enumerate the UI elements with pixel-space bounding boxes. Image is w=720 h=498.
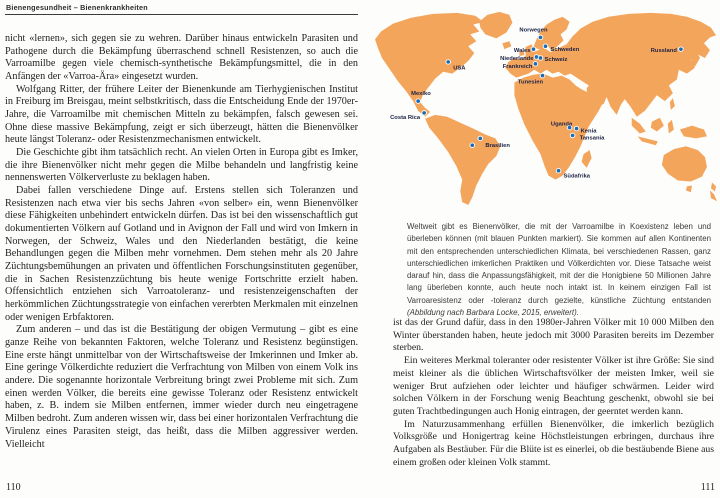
figure-credit: (Abbildung nach Barbara Locke, 2015, erweitert).: [407, 308, 579, 318]
map-dot-kenia: [574, 126, 579, 131]
map-label-schweiz: Schweiz: [544, 56, 568, 63]
island-new-guinea: [680, 126, 707, 139]
map-label-niederlande: Niederlande: [500, 55, 534, 62]
continent-australia: [662, 146, 707, 181]
map-dot-russland: [679, 47, 684, 52]
island-java: [638, 136, 658, 145]
paragraph: nicht «lernen», sich gegen sie zu wehren. Darüber hinaus entwickeln Parasiten und Pathogene durch die Bekämpfung überraschend schnell Resistenzen, so auch die Varroamilbe gegen viele chemisch-synthetische Bekämpfungsmittel, die in den Anfängen der «Varroa-Ära» eingesetzt wurden.: [5, 33, 358, 83]
left-page-body: [5, 33, 358, 451]
map-dot-wales: [531, 47, 536, 52]
continent-north-america: [375, 13, 483, 117]
islands-new-zealand: [710, 183, 717, 202]
map-label-südafrika: Südafrika: [563, 173, 591, 180]
island-madagascar: [582, 150, 592, 168]
map-dot-tansania: [570, 133, 575, 138]
map-label-wales: Wales: [513, 48, 531, 55]
map-label-usa: USA: [453, 65, 466, 72]
continent-south-america: [425, 115, 500, 205]
map-label-kenia: Kenia: [580, 128, 597, 135]
paragraph: Ein weiteres Merkmal toleranter oder resistenter Völker ist ihre Größe: Sie sind meist kleiner als die üblichen Wirtschaftsvölker der meisten Imker, weil sie weniger Brut aufziehen oder leichter und häufiger schwärmen. Leider wird solchen Völkern in der Forschung wenig Beachtung geschenkt, obwohl sie bei guten Trachtbedingungen auch Honig eintragen, der geerntet werden kann.: [393, 355, 714, 417]
world-map: [373, 6, 718, 208]
map-label-brasilien: Brasilien: [485, 143, 510, 150]
map-dot-südafrika: [556, 168, 561, 173]
island-tasmania: [686, 185, 692, 192]
paragraph: Im Naturzusammenhang erfüllen Bienenvölker, die imkerlich bezüglich Volksgröße und Honigertrag keine Höchstleistungen erbringen, durchaus ihre Aufgaben als Bestäuber. Für die Blüte ist es einerlei, ob die bestäubende Biene aus einem großen oder kleinen Volk stammt.: [393, 418, 714, 468]
map-dot-schweden: [543, 44, 548, 49]
map-label-costa-rica: Costa Rica: [390, 114, 421, 121]
islands-philippines: [670, 98, 675, 110]
map-label-tansania: Tansania: [579, 135, 605, 142]
map-dot-schweiz: [538, 56, 543, 61]
map-dot-tunesien: [540, 73, 545, 78]
island-sulawesi: [668, 120, 674, 134]
figure-caption: [407, 221, 711, 319]
paragraph: Zum anderen – und das ist die Bestätigung der obigen Vermutung – gibt es eine ganze Reihe von bekannten Faktoren, welche Toleranz und Resistenz begünstigen. Eine erste hängt unmittelbar von der Wirtschaftsweise der Imkerinnen und Imker ab. Eine geringe Völkerdichte reduziert die Verfrachtung von Milben von einem Volk ins andere. Die sogenannte horizontale Verbreitung bringt zwei Probleme mit sich. Zum einen werden Völker, die bereits eine gewisse Toleranz oder Resistenz entwickelt haben, z. B. indem sie Milben entfernen, immer wieder durch neu eingetragene Milben bedroht. Zum anderen wissen wir, dass bei einer horizontalen Verfrachtung die Virulenz eines Parasiten steigt, das heißt, dass die Milben aggressiver werden. Vielleicht: [5, 324, 358, 450]
page-number-left: 110: [6, 482, 21, 493]
paragraph: ist das der Grund dafür, dass in den 1980er-Jahren Völker mit 10 000 Milben den Winter überstanden haben, heute jedoch mit 3000 Parasiten bereits im Dezember sterben.: [393, 317, 714, 354]
island-sumatra: [632, 118, 646, 134]
figure-caption-text: Weltweit gibt es Bienenvölker, die mit der Varroamilbe in Koexistenz leben und überleben können (mit blauen Punkten markiert). Sie kommen auf allen Kontinenten mit den entsprechenden unterschiedlichen Klimata, bei verschiedenen Rassen, ganz unterschiedlichen imkerlichen Praktiken und Völkerdichten vor. Diese Tatsache weist darauf hin, dass die Anpassungsfähigkeit, mit der die Honigbiene 50 Millionen Jahre lang überleben konnte, auch heute noch intakt ist. In keinem einzigen Fall ist Varroaresistenz oder -toleranz durch gezielte, künstliche Züchtung entstanden: [407, 222, 711, 305]
map-dot-costa-rica: [422, 111, 427, 116]
map-dot-mexiko: [416, 99, 421, 104]
right-page-body: [393, 317, 714, 469]
map-label-russland: Russland: [650, 48, 677, 55]
map-dot-usa: [446, 60, 451, 65]
island-borneo: [651, 118, 664, 132]
map-label-mexiko: Mexiko: [411, 91, 431, 98]
paragraph: Dabei fallen verschiedene Dinge auf. Erstens stellen sich Toleranzen und Resistenzen nach etwa vier bis sechs Jahren «von selber» ein, wenn Bienenvölker diese Fähigkeiten unbehindert entwickeln dürfen. Das ist bei den wissenschaftlich gut dokumentierten Völkern auf Gotland und in Avignon der Fall und wird von Imkern in Norwegen, der Schweiz, Wales und den Niederlanden bestätigt, die keine Behandlungen gegen die Milben mehr vornehmen. Dem stehen mehr als 20 Jahre Züchtungsbemühungen an privaten und öffentlichen Forschungsinstituten gegenüber, die in Sachen Resistenzzüchtung bis heute wenige Fortschritte erzielt haben. Offensichtlich entziehen sich Varroatoleranz- und resistenzeigenschaften der herkömmlichen Züchtungsstrategie von einfachen vererbten Merkmalen mit einzelnen oder wenigen Erbfaktoren.: [5, 185, 358, 323]
island-iceland: [502, 41, 511, 49]
map-label-schweden: Schweden: [550, 47, 580, 54]
map-dot-brasilien: [478, 136, 483, 141]
map-dot-norwegen: [538, 35, 543, 40]
world-map-figure: [373, 6, 718, 208]
map-label-uganda: Uganda: [550, 121, 573, 128]
map-label-tunesien: Tunesien: [517, 79, 544, 86]
map-dot-brasilien: [470, 143, 475, 148]
map-label-norwegen: Norwegen: [519, 27, 548, 34]
island-greenland: [479, 12, 512, 38]
map-label-frankreich: Frankreich: [502, 63, 533, 70]
running-head: Bienengesundheit – Bienenkrankheiten: [6, 3, 148, 12]
page-number-right: 111: [700, 482, 715, 493]
map-dot-frankreich: [533, 62, 538, 67]
paragraph: Die Geschichte gibt ihm tatsächlich recht. An vielen Orten in Europa gibt es Imker, die ihre Bienenvölker nicht mehr gegen die Milbe behandeln und langfristig keine nennenswerten Völkerverluste zu beklagen haben.: [5, 147, 358, 184]
header-rule: [5, 14, 358, 15]
paragraph: Wolfgang Ritter, der frühere Leiter der Bienenkunde am Tierhygienischen Institut in Freiburg im Breisgau, meint selbstkritisch, dass die Entscheidung Ende der 1970er-Jahre, die Varroamilbe mit chemischen Mitteln zu bekämpfen, falsch gewesen sei. Ohne diese massive Bekämpfung, zeigt er sich überzeugt, hätten die Bienenvölker heute längst Toleranz- oder Resistenzmechanismen entwickelt.: [5, 83, 358, 146]
